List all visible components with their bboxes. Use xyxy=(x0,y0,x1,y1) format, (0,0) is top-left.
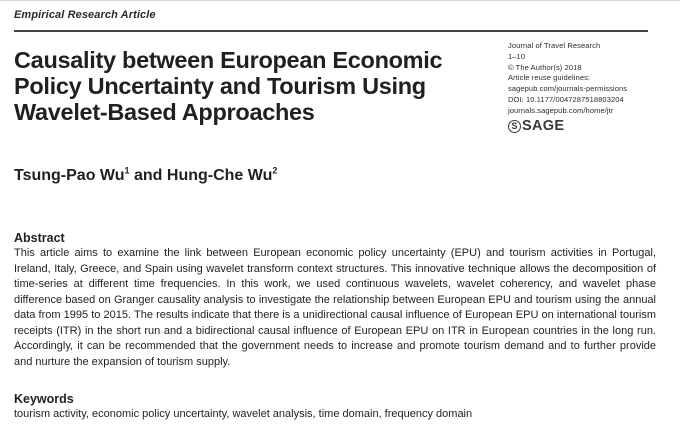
author-name-second: Hung-Che Wu xyxy=(166,167,273,184)
sage-wordmark: SAGE xyxy=(522,117,565,134)
article-title-line: Policy Uncertainty and Tourism Using xyxy=(14,73,426,99)
author-affiliation-mark: 2 xyxy=(272,165,278,176)
journal-metadata-block xyxy=(508,41,673,133)
article-type-label: Empirical Research Article xyxy=(14,9,156,21)
journal-name: Journal of Travel Research xyxy=(508,41,601,50)
keywords-text: tourism activity, economic policy uncertainty, wavelet analysis, time domain, frequency domain xyxy=(14,408,473,420)
copyright-line: © The Author(s) 2018 xyxy=(508,62,582,72)
article-title-line: Wavelet-Based Approaches xyxy=(14,99,315,125)
journal-homepage-link[interactable]: journals.sagepub.com/home/jtr xyxy=(508,105,614,115)
author-affiliation-mark: 1 xyxy=(124,165,130,176)
sage-circle-s-icon xyxy=(508,120,521,133)
abstract-heading: Abstract xyxy=(14,231,65,245)
article-title xyxy=(14,47,504,125)
page-range: 1–10 xyxy=(508,51,526,61)
authors-connector: and xyxy=(133,167,163,184)
author-name-first: Tsung-Pao Wu xyxy=(14,167,125,184)
abstract-text: This article aims to examine the link between European economic policy uncertainty (EPU) and tourism activities in Portugal, Ireland, Italy, Greece, and Spain using wavelet transform context structures. This innovative technique allows the decomposition of time-series at different time frequencies. In this work, we used continuous wavelets, wavelet coherency, and wavelet phase difference based on Granger causality analysis to investigate the relationship between European EPU and tourism using the annual data from 1995 to 2015. The results indicate that there is a unidirectional causal influence of European EPU on international tourism receipts (ITR) in the short run and a bidirectional causal influence of European EPU on ITR in European countries in the long run. Accordingly, it can be recommended that the government needs to increase and promote tourism demand and to further provide and nurture the expansion of tourism supply. xyxy=(14,247,656,368)
article-title-line: Causality between European Economic xyxy=(14,47,443,73)
doi-line: DOI: 10.1177/0047287518803204 xyxy=(508,94,624,104)
sage-logo xyxy=(508,117,673,134)
reuse-guidelines-label: Article reuse guidelines: xyxy=(508,73,591,83)
sage-logo-s-letter: S xyxy=(511,120,518,131)
keywords-heading: Keywords xyxy=(14,392,74,406)
authors-line xyxy=(14,167,277,185)
header-divider xyxy=(14,30,648,32)
permissions-link[interactable]: sagepub.com/journals-permissions xyxy=(508,84,628,94)
